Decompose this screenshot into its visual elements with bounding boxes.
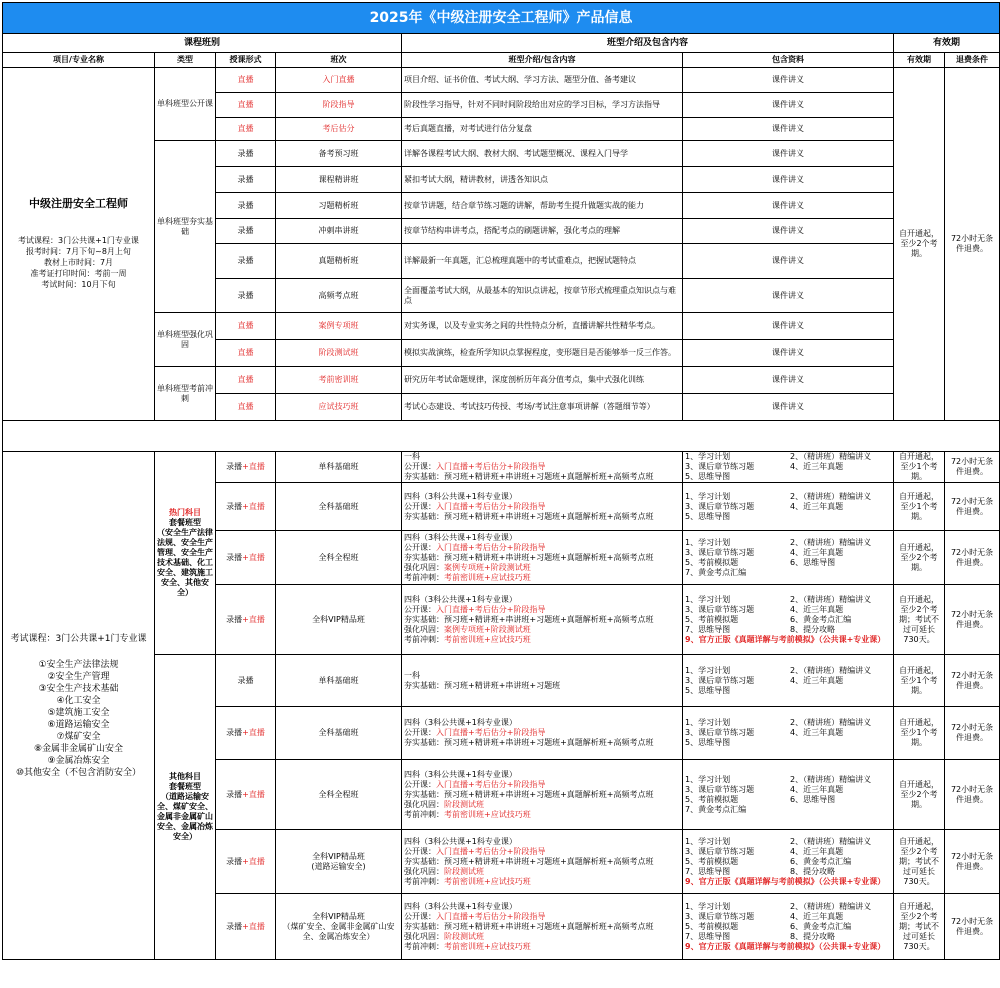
class-cell: 阶段测试班 — [276, 340, 402, 367]
project-info-line: 报考时间：7月下旬~8月上旬 — [26, 246, 131, 256]
class-cell: 单科基础班 — [276, 655, 402, 707]
subject-item: ③安全生产技术基础 — [38, 683, 119, 694]
col-header-refund: 退费条件 — [945, 53, 1000, 68]
intro-cell: 四科（3科公共课+1科专业课） 公开课：入门直播+考后估分+阶段指导 夯实基础：预习班+精讲班+串讲班+习题班+真题解析班+高频考点班 — [402, 483, 683, 531]
material-cell: 课件讲义 — [683, 340, 894, 367]
mode-cell: 录播+直播 — [216, 452, 276, 483]
intro-cell: 一科 夯实基础：预习班+精讲班+串讲班+习题班 — [402, 655, 683, 707]
material-cell: 1、学习计划 2、（精讲班）精编讲义 3、课后章节练习题 4、近三年真题 5、思维导图 — [683, 452, 894, 483]
material-cell: 课件讲义 — [683, 244, 894, 279]
intro-cell: 一科 公开课：入门直播+考后估分+阶段指导 夯实基础：预习班+精讲班+串讲班+习题班+真题解析班+高频考点班 — [402, 452, 683, 483]
hot-type-title: 热门科目 — [169, 508, 201, 517]
class-cell: 考后估分 — [276, 118, 402, 141]
intro-cell: 项目介绍、证书价值、考试大纲、学习方法、题型分值、备考建议 — [402, 68, 683, 93]
material-cell: 课件讲义 — [683, 367, 894, 394]
material-cell: 1、学习计划 2、（精讲班）精编讲义 3、课后章节练习题 4、近三年真题 5、考前模拟题 6、思维导图 7、黄金考点汇编 — [683, 760, 894, 830]
material-cell: 课件讲义 — [683, 167, 894, 193]
mode-cell: 录播+直播 — [216, 760, 276, 830]
material-cell: 1、学习计划 2、（精讲班）精编讲义 3、课后章节练习题 4、近三年真题 5、考前模拟题 6、黄金考点汇编 7、思维导图 8、提分攻略 9、官方正版《真题详解与考前模拟》（公共课+专业课） — [683, 894, 894, 960]
refund-cell: 72小时无条件退费。 — [945, 531, 1000, 585]
intro-cell: 四科（3科公共课+1科专业课） 公开课：入门直播+考后估分+阶段指导 夯实基础：预习班+精讲班+串讲班+习题班+真题解析班+高频考点班 强化巩固：阶段测试班 考前冲刺：考前密训班+应试技巧班 — [402, 760, 683, 830]
material-cell: 课件讲义 — [683, 141, 894, 167]
validity-cell: 自开通起，至少2个考期。 — [894, 760, 945, 830]
subject-item: ⑥道路运输安全 — [47, 719, 110, 730]
material-cell: 1、学习计划 2、（精讲班）精编讲义 3、课后章节练习题 4、近三年真题 5、思维导图 — [683, 655, 894, 707]
intro-cell: 考试心态建设、考试技巧传授、考场/考试注意事项讲解（答题细节等） — [402, 394, 683, 421]
mode-cell: 直播 — [216, 68, 276, 93]
col-header-mode: 授课形式 — [216, 53, 276, 68]
intro-cell: 四科（3科公共课+1科专业课） 公开课：入门直播+考后估分+阶段指导 夯实基础：预习班+精讲班+串讲班+习题班+真题解析班+高频考点班 — [402, 707, 683, 760]
material-cell: 课件讲义 — [683, 394, 894, 421]
mode-cell: 录播 — [216, 655, 276, 707]
col-header-intro: 班型介绍/包含内容 — [402, 53, 683, 68]
class-cell: 案例专项班 — [276, 313, 402, 340]
material-cell: 课件讲义 — [683, 118, 894, 141]
refund-cell: 72小时无条件退费。 — [945, 894, 1000, 960]
intro-cell: 四科（3科公共课+1科专业课） 公开课：入门直播+考后估分+阶段指导 夯实基础：预习班+精讲班+串讲班+习题班+真题解析班+高频考点班 强化巩固：阶段测试班 考前冲刺：考前密训班+应试技巧班 — [402, 894, 683, 960]
other-type-cell — [155, 655, 216, 960]
project-name: 中级注册安全工程师 — [29, 196, 128, 210]
validity-cell: 自开通起，至少2个考期。 — [894, 68, 945, 421]
material-cell: 1、学习计划 2、（精讲班）精编讲义 3、课后章节练习题 4、近三年真题 5、思维导图 — [683, 707, 894, 760]
material-cell: 1、学习计划 2、（精讲班）精编讲义 3、课后章节练习题 4、近三年真题 5、考前模拟题 6、黄金考点汇编 7、思维导图 8、提分攻略 9、官方正版《真题详解与考前模拟》（公共课+专业课） — [683, 830, 894, 894]
mode-cell: 录播 — [216, 219, 276, 244]
class-cell: 全科全程班 — [276, 760, 402, 830]
material-cell: 1、学习计划 2、（精讲班）精编讲义 3、课后章节练习题 4、近三年真题 5、考前模拟题 6、思维导图 7、黄金考点汇编 — [683, 531, 894, 585]
class-cell: 全科基础班 — [276, 483, 402, 531]
section-gap — [3, 421, 1000, 452]
col-header-project: 项目/专业名称 — [3, 53, 155, 68]
validity-cell: 自开通起，至少2个考期；考试不过可延长730天。 — [894, 585, 945, 655]
subject-item: ⑦煤矿安全 — [56, 731, 101, 742]
intro-cell: 紧扣考试大纲，精讲教材，讲透各知识点 — [402, 167, 683, 193]
intro-cell: 对实务课，以及专业实务之间的共性特点分析，直播讲解共性精华考点。 — [402, 313, 683, 340]
other-type-subtitle: 套餐班型 — [169, 782, 201, 791]
type-cell: 单科班型强化巩固 — [155, 313, 216, 367]
refund-cell: 72小时无条件退费。 — [945, 68, 1000, 421]
subject-item: ④化工安全 — [56, 695, 101, 706]
group-header-course: 课程班别 — [3, 34, 402, 53]
intro-cell: 按章节结构串讲考点，搭配考点的刷题讲解，强化考点的理解 — [402, 219, 683, 244]
hot-type-subtitle: 套餐班型 — [169, 518, 201, 527]
class-cell: 全科VIP精品班 — [276, 585, 402, 655]
mode-cell: 录播+直播 — [216, 707, 276, 760]
page-title: 2025年《中级注册安全工程师》产品信息 — [3, 3, 1000, 34]
subject-item: ⑨金属冶炼安全 — [47, 755, 110, 766]
subject-item: ⑤建筑施工安全 — [47, 707, 110, 718]
validity-cell: 自开通起，至少2个考期；考试不过可延长730天。 — [894, 894, 945, 960]
group-header-intro: 班型介绍及包含内容 — [402, 34, 894, 53]
intro-cell: 考后真题直播，对考试进行估分复盘 — [402, 118, 683, 141]
intro-cell: 四科（3科公共课+1科专业课） 公开课：入门直播+考后估分+阶段指导 夯实基础：预习班+精讲班+串讲班+习题班+真题解析班+高频考点班 强化巩固：案例专项班+阶段测试班 考前冲刺：考前密训班+应试技巧班 — [402, 531, 683, 585]
material-cell: 1、学习计划 2、（精讲班）精编讲义 3、课后章节练习题 4、近三年真题 5、思维导图 — [683, 483, 894, 531]
material-cell: 课件讲义 — [683, 93, 894, 118]
material-cell: 课件讲义 — [683, 68, 894, 93]
intro-cell: 详解最新一年真题，汇总梳理真题中的考试重难点，把握试题特点 — [402, 244, 683, 279]
mode-cell: 录播 — [216, 141, 276, 167]
refund-cell: 72小时无条件退费。 — [945, 655, 1000, 707]
mode-cell: 直播 — [216, 367, 276, 394]
validity-cell: 自开通起，至少1个考期。 — [894, 452, 945, 483]
class-cell: 应试技巧班 — [276, 394, 402, 421]
validity-cell: 自开通起，至少1个考期。 — [894, 483, 945, 531]
refund-cell: 72小时无条件退费。 — [945, 585, 1000, 655]
intro-cell: 四科（3科公共课+1科专业课） 公开课：入门直播+考后估分+阶段指导 夯实基础：预习班+精讲班+串讲班+习题班+真题解析班+高频考点班 强化巩固：案例专项班+阶段测试班 考前冲刺：考前密训班+应试技巧班 — [402, 585, 683, 655]
mode-cell: 直播 — [216, 93, 276, 118]
class-cell: 全科全程班 — [276, 531, 402, 585]
project-info-line: 考试课程：3门公共课+1门专业课 — [18, 235, 139, 245]
material-cell: 课件讲义 — [683, 313, 894, 340]
refund-cell: 72小时无条件退费。 — [945, 760, 1000, 830]
subject-item: ②安全生产管理 — [47, 671, 110, 682]
mode-cell: 直播 — [216, 340, 276, 367]
subject-item: ⑩其他安全（不包含消防安全） — [15, 767, 142, 778]
product-table — [2, 2, 1000, 960]
mode-cell: 录播 — [216, 167, 276, 193]
class-cell: 全科VIP精品班 （煤矿安全、金属非金属矿山安全、金属冶炼安全） — [276, 894, 402, 960]
col-header-material: 包含资料 — [683, 53, 894, 68]
col-header-class: 班次 — [276, 53, 402, 68]
other-type-title: 其他科目 — [169, 772, 201, 781]
class-cell: 真题精析班 — [276, 244, 402, 279]
mode-cell: 录播+直播 — [216, 894, 276, 960]
table-row — [3, 68, 1000, 93]
type-cell: 单科班型考前冲刺 — [155, 367, 216, 421]
class-cell: 高频考点班 — [276, 279, 402, 313]
other-type-desc: （道路运输安全、煤矿安全、金属非金属矿山安全、金属冶炼安全） — [157, 792, 213, 841]
col-header-validity: 有效期 — [894, 53, 945, 68]
mode-cell: 录播 — [216, 279, 276, 313]
mode-cell: 录播+直播 — [216, 531, 276, 585]
intro-cell: 详解各课程考试大纲、教材大纲、考试题型概况、课程入门导学 — [402, 141, 683, 167]
material-cell: 课件讲义 — [683, 279, 894, 313]
validity-cell: 自开通起，至少1个考期。 — [894, 707, 945, 760]
project-info-line: 准考证打印时间：考前一周 — [30, 268, 127, 278]
mode-cell: 录播+直播 — [216, 830, 276, 894]
hot-type-cell — [155, 452, 216, 655]
course-info: 考试课程：3门公共课+1门专业课 — [10, 633, 147, 644]
intro-cell: 阶段性学习指导，针对不同时间阶段给出对应的学习目标，学习方法指导 — [402, 93, 683, 118]
group-header-valid: 有效期 — [894, 34, 1000, 53]
validity-cell: 自开通起，至少1个考期。 — [894, 655, 945, 707]
mode-cell: 录播 — [216, 244, 276, 279]
refund-cell: 72小时无条件退费。 — [945, 707, 1000, 760]
material-cell: 课件讲义 — [683, 193, 894, 219]
mode-cell: 直播 — [216, 118, 276, 141]
intro-cell: 四科（3科公共课+1科专业课） 公开课：入门直播+考后估分+阶段指导 夯实基础：预习班+精讲班+串讲班+习题班+真题解析班+高频考点班 强化巩固：阶段测试班 考前冲刺：考前密训班+应试技巧班 — [402, 830, 683, 894]
hot-type-desc: （安全生产法律法规、安全生产管理、安全生产技术基础、化工安全、建筑施工安全、其他安全） — [157, 528, 213, 597]
type-cell: 单科班型公开课 — [155, 68, 216, 141]
mode-cell: 直播 — [216, 313, 276, 340]
refund-cell: 72小时无条件退费。 — [945, 452, 1000, 483]
class-cell: 阶段指导 — [276, 93, 402, 118]
intro-cell: 全面覆盖考试大纲，从最基本的知识点讲起，按章节形式梳理重点知识点与难点 — [402, 279, 683, 313]
material-cell: 课件讲义 — [683, 219, 894, 244]
subject-item: ⑧金属非金属矿山安全 — [33, 743, 124, 754]
intro-cell: 按章节讲题，结合章节练习题的讲解，帮助考生提升做题实战的能力 — [402, 193, 683, 219]
class-cell: 冲刺串讲班 — [276, 219, 402, 244]
class-cell: 全科基础班 — [276, 707, 402, 760]
class-cell: 单科基础班 — [276, 452, 402, 483]
refund-cell: 72小时无条件退费。 — [945, 483, 1000, 531]
col-header-type: 类型 — [155, 53, 216, 68]
class-cell: 考前密训班 — [276, 367, 402, 394]
material-cell: 1、学习计划 2、（精讲班）精编讲义 3、课后章节练习题 4、近三年真题 5、考前模拟题 6、黄金考点汇编 7、思维导图 8、提分攻略 9、官方正版《真题详解与考前模拟》（公共课+专业课） — [683, 585, 894, 655]
type-cell: 单科班型夯实基础 — [155, 141, 216, 313]
class-cell: 备考预习班 — [276, 141, 402, 167]
mode-cell: 录播 — [216, 193, 276, 219]
validity-cell: 自开通起，至少2个考期。 — [894, 531, 945, 585]
intro-cell: 模拟实战演练，检查所学知识点掌握程度，变形题目是否能够举一反三作答。 — [402, 340, 683, 367]
validity-cell: 自开通起，至少2个考期；考试不过可延长730天。 — [894, 830, 945, 894]
project-info-line: 教材上市时间：7月 — [43, 257, 114, 267]
mode-cell: 直播 — [216, 394, 276, 421]
project-info-line: 考试时间：10月下旬 — [41, 279, 116, 289]
intro-cell: 研究历年考试命题规律，深度剖析历年高分值考点，集中式强化训练 — [402, 367, 683, 394]
course-info-cell — [3, 452, 155, 960]
table-row — [3, 452, 1000, 483]
class-cell: 全科VIP精品班 (道路运输安全) — [276, 830, 402, 894]
class-cell: 课程精讲班 — [276, 167, 402, 193]
project-cell — [3, 68, 155, 421]
mode-cell: 录播+直播 — [216, 483, 276, 531]
class-cell: 习题精析班 — [276, 193, 402, 219]
mode-cell: 录播+直播 — [216, 585, 276, 655]
class-cell: 入门直播 — [276, 68, 402, 93]
subject-item: ①安全生产法律法规 — [38, 659, 119, 670]
refund-cell: 72小时无条件退费。 — [945, 830, 1000, 894]
